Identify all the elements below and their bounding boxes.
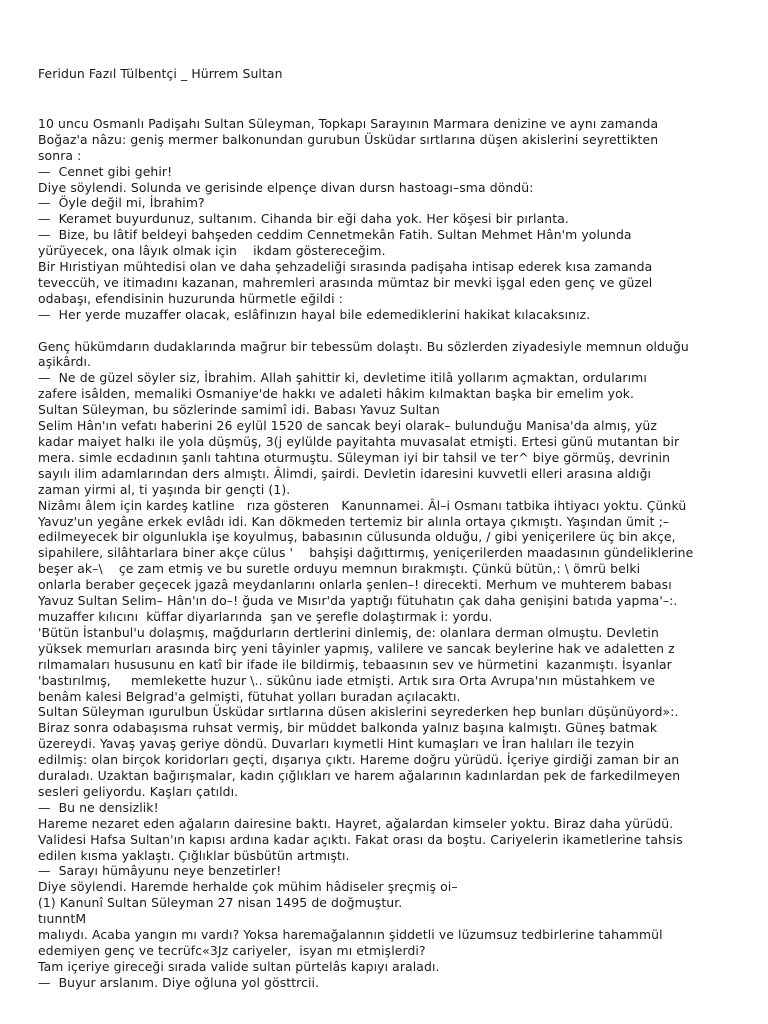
text-line: zafere isâlden, memaliki Osmaniye'de hakkı ve adaleti hâkim kılmaktan başka bir emelim yok. (38, 386, 635, 402)
text-line: Sultan Süleyman ıgurulbun Üsküdar sırtlarına düsen akislerini seyrederken hep bunları düşünüyord»:. (38, 704, 679, 720)
text-line: Hareme nezaret eden ağaların dairesine baktı. Hayret, ağalardan kimseler yoktu. Biraz daha yürüdü. (38, 815, 674, 831)
text-line: Diye söylendi. Haremde herhalde çok mühim hâdiseler şreçmiş oi– (38, 879, 458, 895)
text-line: yüksek memurları arasında birç yeni tâyinler yapmış, valilere ve sancak beylerine hak ve adaletten z (38, 640, 675, 656)
text-line: edemiyen genç ve tecrüfc«3Jz cariyeler, isyan mı etmişlerdi? (38, 943, 426, 959)
text-line: Nizâmı âlem için kardeş katline rıza gösteren Kanunnamei. Âl–i Osmanı tatbika ihtiyacı yoktu. Çünkü (38, 497, 687, 513)
text-line: edilmeyecek bir olgunlukla işe koyulmuş, babasının cülusunda olduğu, / gibi yeniçerilere üç bin akçe, (38, 529, 676, 545)
text-line: Selim Hân'ın vefatı haberini 26 eylül 1520 de sancak beyi olarak– bulunduğu Manisa'da almış, yüz (38, 418, 657, 434)
text-line: sipahilere, silâhtarlara biner akçe cülus ' bahşişi dağıttırmış, yeniçerilerden maadasının gündeliklerine (38, 545, 694, 561)
text-line: Diye söylendi. Solunda ve gerisinde elpençe divan dursn hastoagı–sma döndü: (38, 179, 534, 195)
text-line: edilen kısma yaklaştı. Çığlıklar büsbütün artmıştı. (38, 847, 350, 863)
text-line: Sultan Süleyman, bu sözlerinde samimî idi. Babası Yavuz Sultan (38, 402, 440, 418)
text-line: tıunntM (38, 911, 87, 927)
text-line: aşikârdı. (38, 354, 92, 370)
text-line: — Her yerde muzaffer olacak, eslâfinızın hayal bile edemediklerini hakikat kılacaksınız. (38, 306, 591, 322)
text-line: mera. simle ecdadının şanlı tahtına oturmuştu. Süleyman iyi bir tahsil ve ter^ biye görmüş, devrinin (38, 449, 671, 465)
text-line: 10 uncu Osmanlı Padişahı Sultan Süleyman, Topkapı Sarayının Marmara denizine ve aynı zamanda (38, 115, 659, 131)
text-line: 'Bütün İstanbul'u dolaşmış, mağdurların dertlerini dinlemiş, de: olanlara derman olmuştu. Devletin (38, 624, 659, 640)
document-title: Feridun Fazıl Tülbentçi _ Hürrem Sultan (38, 66, 283, 81)
text-line: — Bu ne densizlik! (38, 799, 159, 815)
text-line: — Cennet gibi gehir! (38, 163, 173, 179)
text-line: onlarla beraber geçecek jgazâ meydanlarını onlarla şenlen–! direcekti. Merhum ve muhterem babası (38, 577, 672, 593)
text-line: — Keramet buyurdunuz, sultanım. Cihanda bir eği daha yok. Her köşesi bir pırlanta. (38, 211, 569, 227)
text-line: rılmamaları hususunu en katî bir ifade ile bildirmiş, tebaasının sev ve hürmetini kazanmıştı. İsyanlar (38, 656, 672, 672)
text-line: malıydı. Acaba yangın mı vardı? Yoksa haremağalannın şiddetli ve lüzumsuz tedbirlerine tahammül (38, 927, 663, 943)
text-line: 'bastırılmış, memlekette huzur \.. sükûnu iade etmişti. Artık sıra Orta Avrupa'nın müstahkem ve (38, 672, 656, 688)
text-line: Bir Hıristiyan mühtedisi olan ve daha şehzadeliği sırasında padişaha intisap ederek kısa zamanda (38, 259, 653, 275)
text-line: — Öyle değil mi, İbrahim? (38, 195, 205, 211)
text-line: teveccüh, ve itimadını kazanan, mahremleri arasında mümtaz bir mevki işgal eden genç ve güzel (38, 274, 653, 290)
paragraph-gap (38, 323, 738, 339)
text-line: odabaşı, efendisinin huzurunda hürmetle eğildi : (38, 290, 344, 306)
text-line: — Ne de güzel söyler siz, İbrahim. Allah şahittir ki, devletime itilâ yollarım açmaktan, ordularımı (38, 370, 647, 386)
text-line: sayılı ilim adamlarından ders almıştı. Âlimdi, şairdi. Devletin idaresini kuvvetli elleri arasına aldığı (38, 465, 652, 481)
text-line: zaman yirmi al, ti yaşında bir gençti (1). (38, 481, 291, 497)
text-line: sonra : (38, 147, 82, 163)
text-line: — Sarayı hümâyunu neye benzetirler! (38, 863, 282, 879)
document-page (38, 66, 738, 991)
document-body (38, 116, 738, 991)
text-line: muzaffer kılıcını küffar diyarlarında şan ve şerefle dolaştırmak i: yordu. (38, 608, 493, 624)
text-line: — Buyur arslanım. Diye oğluna yol gösttrcii. (38, 974, 320, 990)
text-line: Tam içeriye gireceği sırada valide sultan pürtelâs kapıyı araladı. (38, 958, 440, 974)
text-line: sesleri geliyordu. Kaşları çatıldı. (38, 783, 239, 799)
text-line: Genç hükümdarın dudaklarında mağrur bir tebessüm dolaştı. Bu sözlerden ziyadesiyle memnun olduğu (38, 338, 689, 354)
text-line: beşer ak–\ çe zam etmiş ve bu suretle orduyu memnun bırakmıştı. Çünkü bütün,: \ ömrü belki (38, 561, 641, 577)
text-line: Yavuz Sultan Selim– Hân'ın do–! ğuda ve Mısır'da yaptığı fütuhatın çak daha genişini batıda yapma'–:. (38, 593, 678, 609)
text-line: Biraz sonra odabaşısma ruhsat vermiş, bir müddet balkonda yalnız başına kalmıştı. Güneş batmak (38, 720, 658, 736)
text-line: (1) Kanunî Sultan Süleyman 27 nisan 1495 de doğmuştur. (38, 895, 403, 911)
text-line: kadar maiyet halkı ile yola düşmüş, 3(j eylülde payitahta muvasalat etmişti. Ertesi günü mutantan bir (38, 434, 680, 450)
text-line: benâm kalesi Belgrad'a gelmişti, fütuhat yolları buradan açılacaktı. (38, 688, 461, 704)
text-line: yürüyecek, ona lâyık olmak için ikdam göstereceğim. (38, 243, 386, 259)
text-line: — Bize, bu lâtif beldeyi bahşeden ceddim Cennetmekân Fatih. Sultan Mehmet Hân'm yolunda (38, 227, 632, 243)
text-line: duraladı. Uzaktan bağırışmalar, kadın çığlıkları ve harem ağalarının kadınlardan pek de farkedilmeyen (38, 768, 681, 784)
text-line: üzereydi. Yavaş yavaş geriye döndü. Duvarları kıymetli Hint kumaşları ve İran halıları ile tezyin (38, 736, 635, 752)
text-line: Yavuz'un yegâne erkek evlâdı idi. Kan dökmeden tertemiz bir alınla ortaya çıkmıştı. Yaşından ümit ;– (38, 513, 670, 529)
text-line: Boğaz'a nâzu: geniş mermer balkonundan gurubun Üsküdar sırtlarına düşen akislerini seyrettikten (38, 131, 659, 147)
text-line: edilmiş: olan birçok koridorları geçti, dışarıya çıktı. Hareme doğru yürüdü. İçeriye girdiği zaman bir an (38, 752, 680, 768)
text-line: Validesi Hafsa Sultan'ın kapısı ardına kadar açıktı. Fakat orası da boştu. Cariyelerin ikametlerine tahsis (38, 831, 683, 847)
